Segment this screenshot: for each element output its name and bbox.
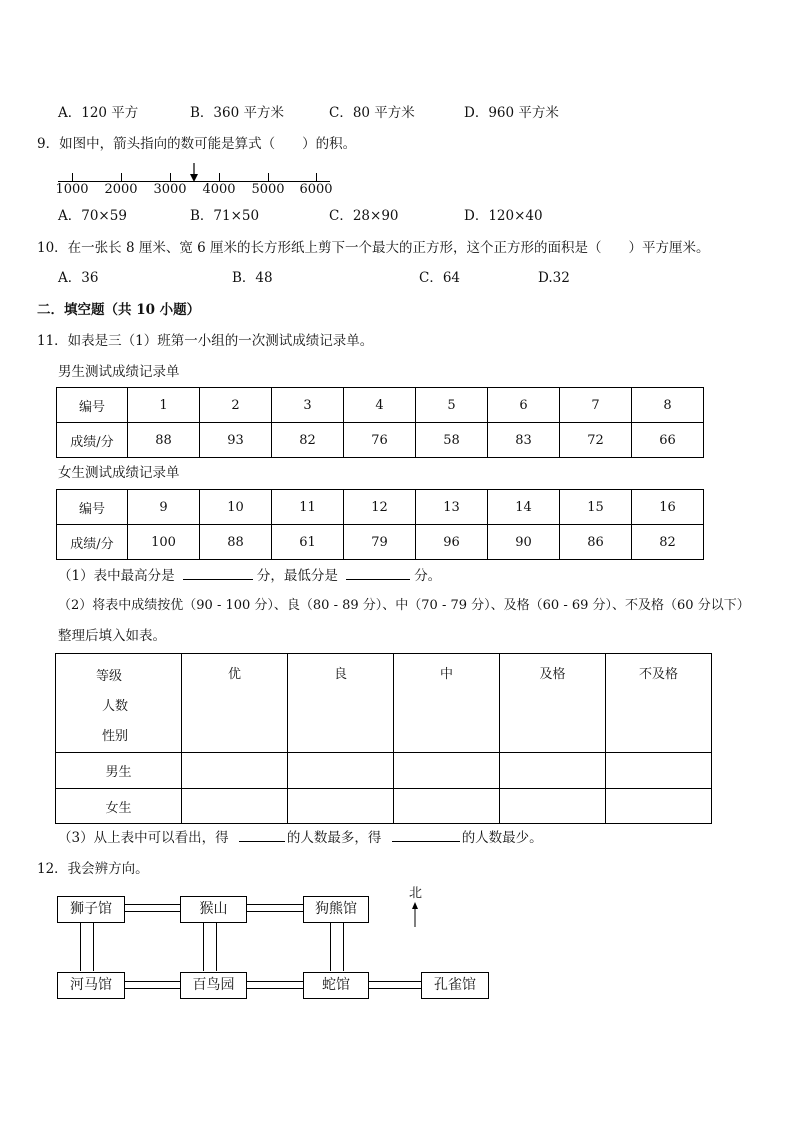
- grade-table: [55, 653, 712, 824]
- table-cell: 66: [632, 423, 704, 458]
- answer-cell[interactable]: [500, 753, 606, 789]
- answer-cell[interactable]: [182, 753, 288, 789]
- path-monkey-bear: [247, 904, 304, 912]
- tick-1000: [72, 173, 73, 182]
- row-header: 成绩/分: [57, 525, 128, 560]
- corner-label-gender: 性别: [102, 729, 129, 744]
- table-cell: 1: [128, 388, 200, 423]
- table-cell: 7: [560, 388, 632, 423]
- table-cell: 58: [416, 423, 488, 458]
- path-lion-hippo: [80, 923, 94, 971]
- table-cell: 61: [272, 525, 344, 560]
- down-arrow-icon: [188, 163, 200, 183]
- table-cell: 12: [344, 490, 416, 525]
- row-header: 成绩/分: [57, 423, 128, 458]
- answer-blank-lowest[interactable]: [346, 568, 410, 580]
- girls-score-table: [56, 489, 704, 560]
- q9-option-b[interactable]: B．71×50: [190, 208, 260, 224]
- table-cell: 8: [632, 388, 704, 423]
- table-cell: 6: [488, 388, 560, 423]
- grade-header: 良: [288, 654, 394, 753]
- answer-blank-most[interactable]: [239, 830, 285, 842]
- grade-header: 不及格: [606, 654, 712, 753]
- q8-option-a[interactable]: A．120 平方: [58, 105, 139, 121]
- table-cell: 4: [344, 388, 416, 423]
- table-cell: 83: [488, 423, 560, 458]
- q11-part2-line2: 整理后填入如表。: [58, 628, 166, 644]
- table-cell: 5: [416, 388, 488, 423]
- path-hippo-bird: [125, 981, 181, 989]
- path-bear-snake: [330, 923, 344, 971]
- north-arrow-icon: [410, 901, 420, 927]
- table-row: [57, 388, 704, 423]
- table-cell: 93: [200, 423, 272, 458]
- table-row: [57, 490, 704, 525]
- corner-header: [56, 654, 182, 753]
- table-cell: 72: [560, 423, 632, 458]
- q9-option-a[interactable]: A．70×59: [58, 208, 127, 224]
- table-cell: 10: [200, 490, 272, 525]
- tick-label: 6000: [299, 182, 333, 197]
- answer-cell[interactable]: [394, 753, 500, 789]
- tick-4000: [219, 173, 220, 182]
- table-row: [56, 654, 712, 753]
- table-cell: 88: [200, 525, 272, 560]
- row-header: 女生: [56, 789, 182, 824]
- place-peacock-house: 孔雀馆: [421, 972, 489, 999]
- girls-table-title: 女生测试成绩记录单: [58, 465, 180, 481]
- corner-label-count: 人数: [102, 699, 129, 714]
- grade-header: 中: [394, 654, 500, 753]
- q11-part3-text-a: （3）从上表中可以看出，得: [58, 830, 229, 846]
- table-cell: 15: [560, 490, 632, 525]
- table-cell: 3: [272, 388, 344, 423]
- path-monkey-bird: [203, 923, 217, 971]
- q10-option-a[interactable]: A．36: [58, 270, 99, 286]
- table-cell: 100: [128, 525, 200, 560]
- tick-2000: [121, 173, 122, 182]
- table-cell: 13: [416, 490, 488, 525]
- boys-table-title: 男生测试成绩记录单: [58, 364, 180, 380]
- tick-6000: [316, 173, 317, 182]
- table-cell: 82: [272, 423, 344, 458]
- table-cell: 96: [416, 525, 488, 560]
- q10-option-c[interactable]: C．64: [419, 270, 461, 286]
- q10-option-d[interactable]: D.32: [538, 270, 570, 286]
- tick-5000: [268, 173, 269, 182]
- q11-part3-text-b: 的人数最多，得: [286, 830, 382, 846]
- row-header: 编号: [57, 490, 128, 525]
- q9-option-d[interactable]: D．120×40: [464, 208, 543, 224]
- answer-cell[interactable]: [500, 789, 606, 824]
- answer-blank-highest[interactable]: [183, 568, 253, 580]
- boys-score-table: [56, 387, 704, 458]
- table-cell: 16: [632, 490, 704, 525]
- table-row: [57, 423, 704, 458]
- row-header: 编号: [57, 388, 128, 423]
- row-header: 男生: [56, 753, 182, 789]
- place-lion-house: 狮子馆: [57, 896, 125, 923]
- table-cell: 76: [344, 423, 416, 458]
- place-snake-house: 蛇馆: [303, 972, 369, 999]
- answer-cell[interactable]: [606, 789, 712, 824]
- tick-label: 5000: [251, 182, 285, 197]
- grade-header: 优: [182, 654, 288, 753]
- q9-stem: 9．如图中，箭头指向的数可能是算式（ ）的积。: [37, 136, 357, 152]
- tick-label: 4000: [202, 182, 236, 197]
- table-row: [57, 525, 704, 560]
- q8-option-b[interactable]: B．360 平方米: [190, 105, 284, 121]
- q8-option-d[interactable]: D．960 平方米: [464, 105, 559, 121]
- table-row: [56, 789, 712, 824]
- tick-label: 1000: [55, 182, 89, 197]
- path-snake-peacock: [369, 981, 422, 989]
- q11-part3: [58, 830, 543, 846]
- corner-label-grade: 等级: [96, 669, 123, 684]
- tick-label: 3000: [153, 182, 187, 197]
- table-cell: 2: [200, 388, 272, 423]
- q10-stem: 10．在一张长 8 厘米、宽 6 厘米的长方形纸上剪下一个最大的正方形，这个正方形的面积是（ ）平方厘米。: [37, 240, 710, 256]
- place-bear-house: 狗熊馆: [303, 896, 369, 923]
- place-hippo-house: 河马馆: [57, 972, 125, 999]
- q8-option-c[interactable]: C．80 平方米: [329, 105, 415, 121]
- q11-part2-line1: （2）将表中成绩按优（90 - 100 分）、良（80 - 89 分）、中（70 - 79 分）、及格（60 - 69 分）、不及格（60 分以下）: [58, 598, 750, 613]
- answer-cell[interactable]: [394, 789, 500, 824]
- section-title: 二．填空题（共 10 小题）: [37, 302, 201, 318]
- q10-option-b[interactable]: B．48: [232, 270, 273, 286]
- answer-cell[interactable]: [288, 753, 394, 789]
- q11-part1: [58, 568, 441, 584]
- q11-part1-text-b: 分，最低分是: [256, 568, 338, 584]
- answer-cell[interactable]: [288, 789, 394, 824]
- table-cell: 90: [488, 525, 560, 560]
- north-label: 北: [409, 886, 423, 901]
- table-cell: 14: [488, 490, 560, 525]
- table-cell: 11: [272, 490, 344, 525]
- q11-stem: 11．如表是三（1）班第一小组的一次测试成绩记录单。: [37, 333, 374, 349]
- table-cell: 86: [560, 525, 632, 560]
- tick-3000: [170, 173, 171, 182]
- grade-header: 及格: [500, 654, 606, 753]
- q11-part1-text-c: 分。: [414, 568, 442, 584]
- table-cell: 82: [632, 525, 704, 560]
- q9-option-c[interactable]: C．28×90: [329, 208, 399, 224]
- q11-part3-text-c: 的人数最少。: [461, 830, 543, 846]
- path-lion-monkey: [125, 904, 181, 912]
- answer-blank-least[interactable]: [392, 830, 460, 842]
- answer-cell[interactable]: [606, 753, 712, 789]
- table-cell: 9: [128, 490, 200, 525]
- tick-label: 2000: [104, 182, 138, 197]
- answer-cell[interactable]: [182, 789, 288, 824]
- q12-stem: 12．我会辨方向。: [37, 861, 149, 877]
- table-cell: 88: [128, 423, 200, 458]
- path-bird-snake: [247, 981, 304, 989]
- table-cell: 79: [344, 525, 416, 560]
- place-bird-garden: 百鸟园: [180, 972, 247, 999]
- table-row: [56, 753, 712, 789]
- q11-part1-text-a: （1）表中最高分是: [58, 568, 175, 584]
- place-monkey-hill: 猴山: [180, 896, 247, 923]
